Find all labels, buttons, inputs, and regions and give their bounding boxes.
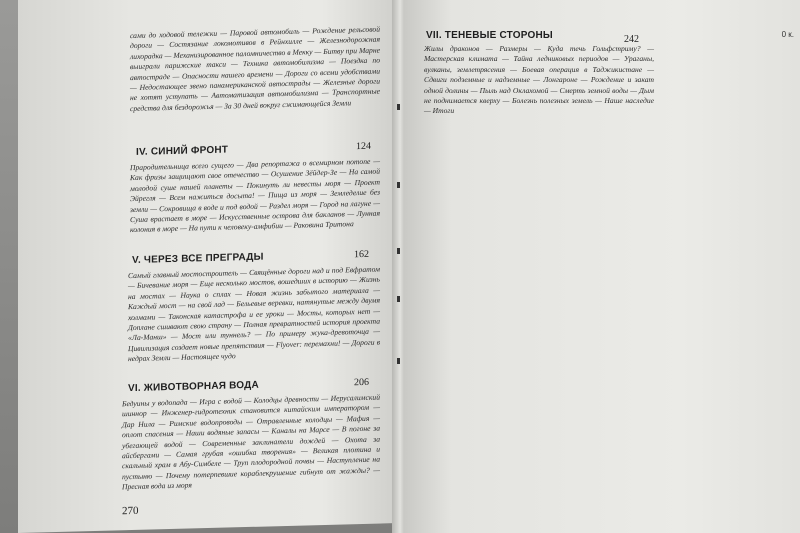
binding-stitch (397, 358, 400, 364)
section-page-v: 162 (354, 248, 369, 261)
left-page-number: 270 (122, 504, 139, 518)
section-heading-vi: VI. ЖИВОТВОРНАЯ ВОДА (128, 379, 259, 395)
page-edge-label: 0 к. (781, 30, 794, 39)
section-text-iv: Прародительница всего сущего — Два репортажа о всемирном потопе — Как фризы защищают свое отечество — Осушение Зёйдер-Зе — На самой молодой суше нашей планеты — Покинуть ли невесты моря — Проект Эйрегля — Всем нажиться досыта! — Пища из моря — Земледелие без земли — Сокровища в воде и под водой — Раздел моря — Город на лагуне — Суша врастает в море — Искусственные острова для бакланов — Лунная колония в море — На пути к человеку-амфибии — Раковина Тритона (130, 156, 380, 235)
section-text-vi: Бедуины у водопада — Игра с водой — Колодцы древности — Иерусалимский шиннор — Инженер-гидротехник становится китайским императором — Дар Нила — Римские водопроводы — Отравленные колодцы — Мафия — оплот спасения — Наши водяные запасы — Каналы на Марсе — В погоне за убегающей водой — Современные заклинатели дождей — Охота за айсбергами — Самая грубая «ошибка творения» — Великая плотина и скальный храм в Абу-Симбеле — Труп плодородной почвы — Наступление на пустыню — Почему потерпевшие кораблекрушение гибнут от жажды? — Пресная вода из моря (122, 392, 380, 492)
section-text-v: Самый главный мостостроитель — Свящённые дороги над и под Евфратом — Бичевание моря — Еще несколько мостов, вошедших в историю — Жизнь на мостах — Наука о сплах — Новая жизнь забытого материала — Каждый мост — на свой лад — Бельевые веревки, натянутые между двумя холмами — Таконская катастрофа и ее уроки — Мосты, которых нет — Доплане сшивают свою страну — Полная превратностей история проекта «Ла-Манш» — Мост или туннель? — По примеру жука-древоточца — Цивилизация создает новые препятствия — Flyover: перемахни! — Дороги в недрах Земли — Настоящее чудо (128, 264, 380, 364)
binding-stitch (397, 248, 400, 254)
left-page (18, 0, 398, 533)
binding-stitch (397, 182, 400, 188)
section-page-iv: 124 (356, 140, 371, 153)
binding-stitch (397, 296, 400, 302)
section-text-vii: Жилы драконов — Размеры — Куда течь Гольфстриму? — Мастерская климата — Тайна ледниковых периодов — Ураганы, вулканы, землетрясения — Боевая операция в Таджикистане — Сдвиги подземные и надземные — Лонгароне — Рождение и закат одной долины — Пыль над Оклахомой — Смерть земной воды — Дым не поднимается кверху — Болезнь полезных земель — Наше наследие — Итоги (424, 44, 654, 116)
section-heading-vii: VII. ТЕНЕВЫЕ СТОРОНЫ (426, 30, 553, 41)
section-heading-iv: IV. СИНИЙ ФРОНТ (136, 144, 229, 158)
section-page-vi: 206 (354, 376, 369, 389)
binding-stitch (397, 104, 400, 110)
section-page-vii: 242 (624, 34, 639, 45)
right-page (404, 0, 800, 533)
section-heading-v: V. ЧЕРЕЗ ВСЕ ПРЕГРАДЫ (132, 251, 264, 267)
intro-paragraph: сами до ходовой тележки — Паровой автомобиль — Рождение рельсовой дороги — Состязание локомотивов в Рейнхилле — Железнодорожная лихорадка — Механизированное паломничество в Мекку — Битву при Марне выиграли парижские такси — Техника автомобилизма — Поездка по автостраде — Опасности нашего времени — Дороги со всеми удобствами — Недостающее звено панамериканской автострады — Железные дороги не хотят уступать — Автоматизация автомобилизма — Транспортные средства для бездорожья — За 30 дней вокруг сжимающейся Земли (130, 24, 380, 113)
